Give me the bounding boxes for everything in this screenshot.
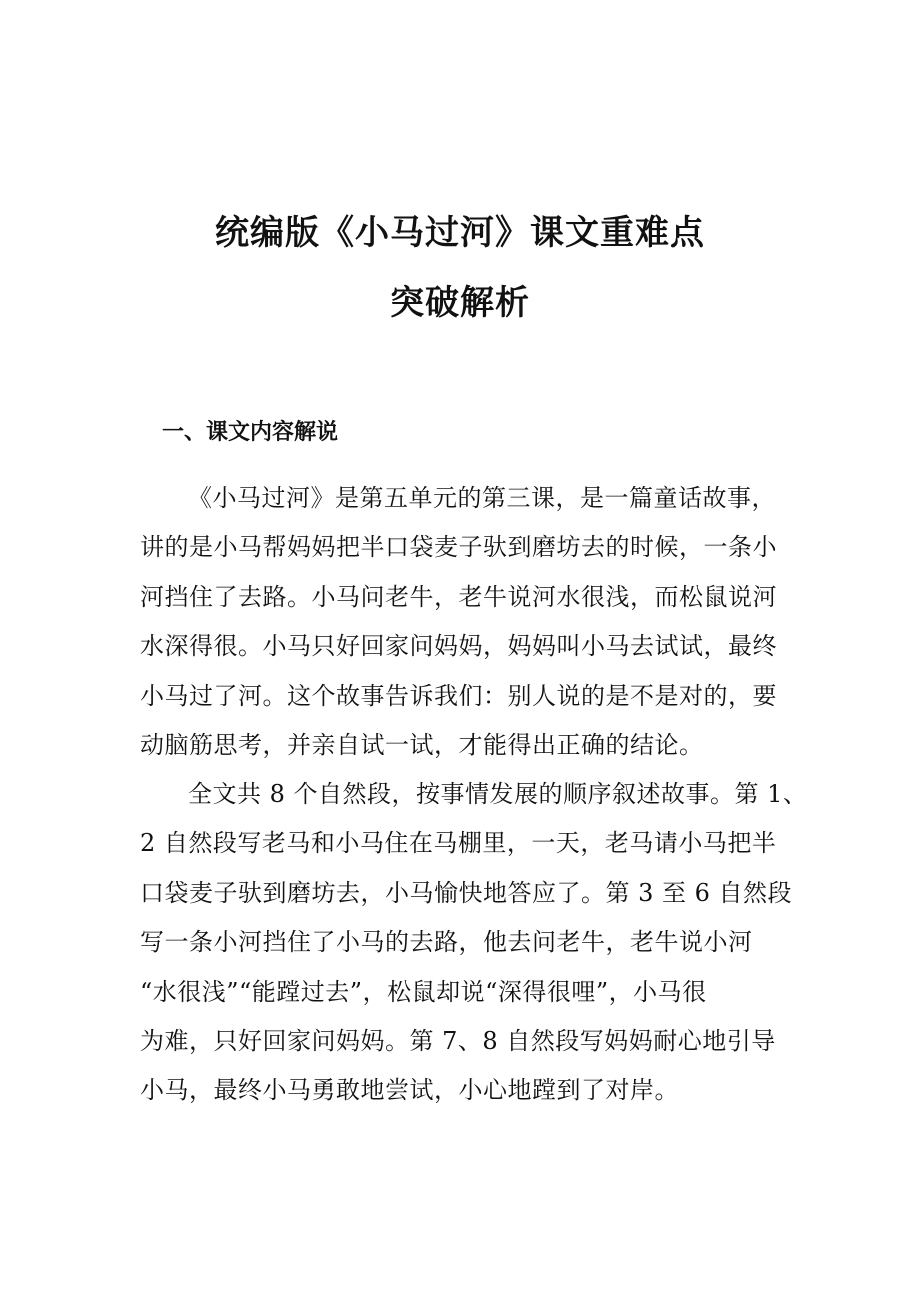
paragraph-2-line: 口袋麦子驮到磨坊去，小马愉快地答应了。第 3 至 6 自然段 (140, 878, 793, 907)
paragraph-2-line: 2 自然段写老马和小马住在马棚里，一天，老马请小马把半 (140, 829, 777, 858)
paragraph-1-line: 《小马过河》是第五单元的第三课，是一篇童话故事， (188, 484, 776, 512)
document-title-line-2: 突破解析 (390, 283, 530, 323)
paragraph-1-line: 讲的是小马帮妈妈把半口袋麦子驮到磨坊去的时候，一条小 (140, 533, 777, 562)
paragraph-2-line: 全文共 8 个自然段，按事情发展的顺序叙述故事。第 1、 (188, 780, 808, 808)
paragraph-1-line: 水深得很。小马只好回家问妈妈，妈妈叫小马去试试，最终 (140, 632, 777, 661)
document-title-line-1: 统编版《小马过河》课文重难点 (215, 213, 705, 253)
paragraph-1 (140, 474, 790, 770)
paragraph-1-line: 小马过了河。这个故事告诉我们：别人说的是不是对的，要 (140, 681, 777, 710)
paragraph-2 (140, 770, 808, 1116)
section-heading: 一、课文内容解说 (162, 420, 339, 445)
paragraph-1-line: 动脑筋思考，并亲自试一试，才能得出正确的结论。 (140, 730, 704, 759)
paragraph-2-line: 为难，只好回家问妈妈。第 7、8 自然段写妈妈耐心地引导 (140, 1026, 776, 1055)
paragraph-1-line: 河挡住了去路。小马问老牛，老牛说河水很浅，而松鼠说河 (140, 582, 777, 611)
paragraph-2-line: “水很浅”“能蹚过去”，松鼠却说“深得很哩”，小马很 (140, 977, 707, 1006)
paragraph-2-line: 写一条小河挡住了小马的去路，他去问老牛，老牛说小河 (140, 928, 753, 957)
paragraph-2-line: 小马，最终小马勇敢地尝试，小心地蹚到了对岸。 (140, 1076, 679, 1105)
